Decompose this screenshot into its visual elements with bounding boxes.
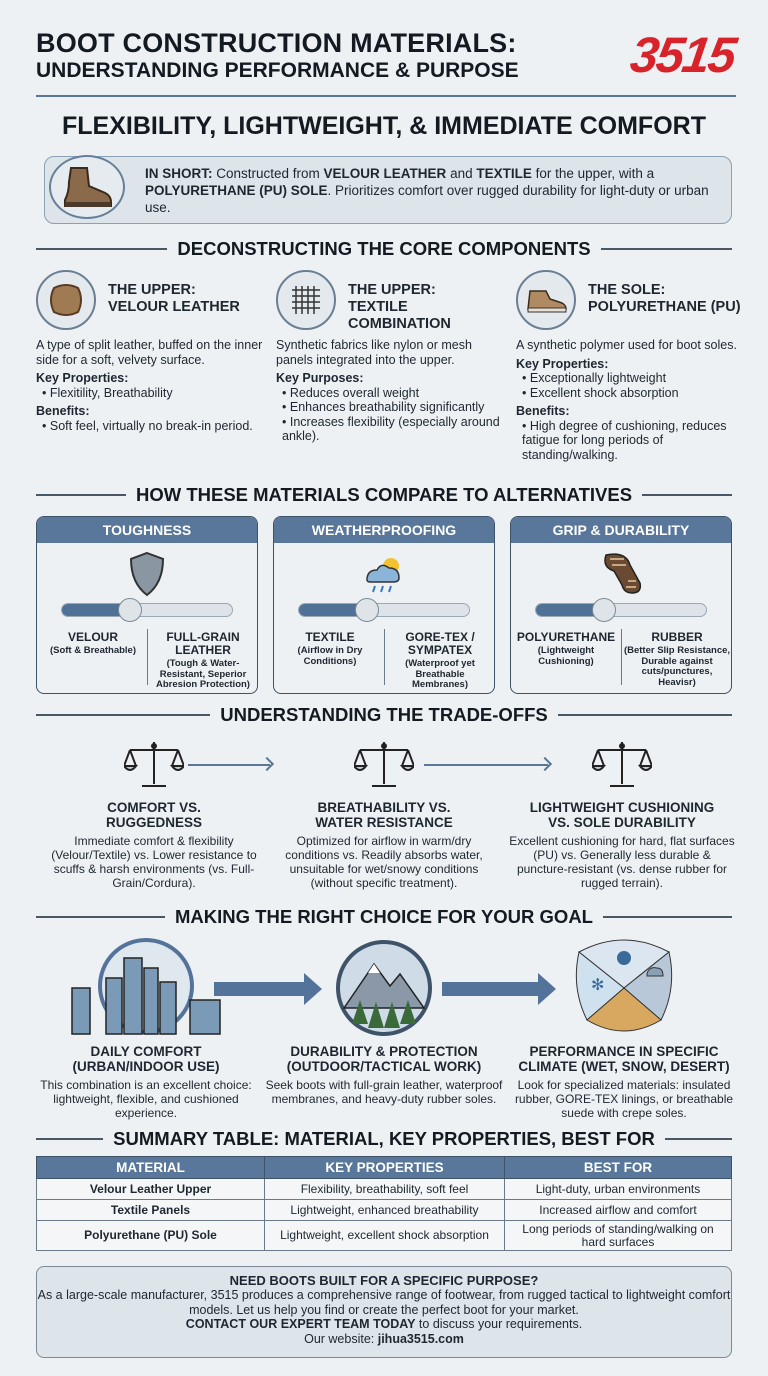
goal-title: PERFORMANCE IN SPECIFIC CLIMATE (WET, SNOW, DESERT) bbox=[518, 1044, 730, 1074]
tradeoff-desc: Immediate comfort & flexibility (Velour/Textile) vs. Lower resistance to scuffs & harsh environments (vs. Full-Grain/Cordura). bbox=[51, 834, 257, 890]
divider bbox=[36, 95, 736, 97]
tradeoff-desc: Optimized for airflow in warm/dry conditions vs. Readily absorbs water, unsuitable for wet/snowy conditions (without specific treatment). bbox=[285, 834, 483, 890]
header-title: BOOT CONSTRUCTION MATERIALS: bbox=[36, 28, 517, 58]
column-header: MATERIAL bbox=[37, 1157, 265, 1179]
in-short-box bbox=[44, 156, 732, 224]
goal-title: DAILY COMFORT (URBAN/INDOOR USE) bbox=[72, 1044, 220, 1074]
header-subtitle: UNDERSTANDING PERFORMANCE & PURPOSE bbox=[36, 59, 519, 82]
goal-title: DURABILITY & PROTECTION (OUTDOOR/TACTICAL WORK) bbox=[286, 1044, 482, 1074]
cta-body: As a large-scale manufacturer, 3515 produces a comprehensive range of footwear, from rugged tactical to lightweight comfort models. Let us help you find or create the perfect boot for your market. bbox=[37, 1288, 731, 1317]
list-item: • Flexitility, Breathability bbox=[42, 386, 272, 401]
header bbox=[36, 28, 596, 84]
cta-contact: CONTACT OUR EXPERT TEAM TODAY to discuss your requirements. bbox=[185, 1317, 583, 1331]
tradeoff-desc: Excellent cushioning for hard, flat surfaces (PU) vs. Generally less durable & puncture-resistant (vs. dense rubber for rugged terrain). bbox=[509, 834, 735, 890]
cta-title: NEED BOOTS BUILT FOR A SPECIFIC PURPOSE? bbox=[229, 1273, 539, 1288]
goal-durability bbox=[264, 938, 504, 1106]
list-item: • Reduces overall weight bbox=[282, 386, 512, 401]
component-title: THE UPPER: TEXTILE COMBINATION bbox=[348, 282, 451, 332]
section-tradeoffs bbox=[36, 704, 732, 726]
column-header: BEST FOR bbox=[505, 1157, 732, 1179]
card-caption: GRIP & DURABILITY bbox=[511, 517, 731, 543]
comparison-slider bbox=[535, 603, 707, 617]
list-item: • Excellent shock absorption bbox=[522, 386, 752, 401]
section-summary bbox=[36, 1128, 732, 1150]
boot-icon bbox=[49, 155, 125, 219]
section-tradeoffs-title: UNDERSTANDING THE TRADE-OFFS bbox=[220, 704, 548, 725]
goal-desc: Seek boots with full-grain leather, waterproof membranes, and heavy-duty rubber soles. bbox=[265, 1078, 503, 1106]
tradeoff-cushioning bbox=[508, 736, 736, 890]
goal-desc: This combination is an excellent choice: lightweight, flexible, and cushioned experience. bbox=[40, 1078, 252, 1120]
leather-icon bbox=[36, 270, 96, 330]
table-row: Velour Leather Upper Flexibility, breathability, soft feel Light-duty, urban environments bbox=[37, 1179, 732, 1200]
compare-card-grip bbox=[510, 516, 732, 694]
right-label: FULL-GRAIN LEATHER (Tough & Water-Resistant, Seperior Abresion Protection) bbox=[156, 630, 250, 690]
card-caption: WEATHERPROOFING bbox=[274, 517, 494, 543]
list-item: • Enhances breathability significantly bbox=[282, 400, 512, 415]
shield-icon bbox=[37, 543, 257, 605]
right-label: GORE-TEX / SYMPATEX (Waterproof yet Breathable Membranes) bbox=[405, 630, 475, 690]
right-label: RUBBER (Better Slip Resistance, Durable against cuts/punctures, Heavisr) bbox=[623, 630, 731, 688]
section-choice bbox=[36, 906, 732, 928]
tradeoff-title: BREATHABILITY VS. WATER RESISTANCE bbox=[315, 800, 453, 830]
list-item: • Increases flexibility (especially around ankle). bbox=[282, 415, 512, 444]
component-title: THE SOLE: POLYURETHANE (PU) bbox=[588, 282, 741, 315]
summary-table bbox=[36, 1156, 732, 1251]
compare-card-toughness bbox=[36, 516, 258, 694]
section-compare bbox=[36, 484, 732, 506]
left-label: VELOUR (Soft & Breathable) bbox=[49, 630, 137, 656]
tradeoff-comfort bbox=[40, 736, 268, 890]
component-heading: Benefits: bbox=[36, 404, 90, 418]
component-heading: Key Purposes: bbox=[276, 371, 364, 385]
climate-icon bbox=[504, 938, 744, 1038]
card-caption: TOUGHNESS bbox=[37, 517, 257, 543]
mesh-icon bbox=[276, 270, 336, 330]
shoe-icon bbox=[516, 270, 576, 330]
cta-website: Our website: jihua3515.com bbox=[304, 1331, 464, 1346]
component-desc: A synthetic polymer used for boot soles. bbox=[516, 338, 737, 352]
comparison-slider bbox=[298, 603, 470, 617]
list-item: • Soft feel, virtually no break-in period. bbox=[42, 419, 272, 434]
weather-icon bbox=[274, 543, 494, 605]
table-row: Textile Panels Lightweight, enhanced breathability Increased airflow and comfort bbox=[37, 1200, 732, 1221]
left-label: POLYURETHANE (Lightweight Cushioning) bbox=[516, 630, 616, 667]
compare-card-weatherproofing bbox=[273, 516, 495, 694]
list-item: • High degree of cushioning, reduces fatigue for long periods of standing/walking. bbox=[522, 419, 752, 463]
component-title: THE UPPER: VELOUR LEATHER bbox=[108, 282, 240, 315]
component-heading: Key Properties: bbox=[36, 371, 129, 385]
section-core bbox=[36, 238, 732, 260]
svg-text:✻: ✻ bbox=[591, 977, 605, 994]
tradeoff-breathability bbox=[270, 736, 498, 890]
section-choice-title: MAKING THE RIGHT CHOICE FOR YOUR GOAL bbox=[175, 906, 593, 927]
component-desc: A type of split leather, buffed on the inner side for a soft, velvety surface. bbox=[36, 338, 263, 367]
scale-icon bbox=[508, 736, 736, 792]
goal-climate bbox=[504, 938, 744, 1120]
section-summary-title: SUMMARY TABLE: MATERIAL, KEY PROPERTIES, BEST FOR bbox=[113, 1128, 655, 1149]
list-item: • Exceptionally lightweight bbox=[522, 371, 752, 386]
website-link[interactable]: jihua3515.com bbox=[377, 1331, 464, 1346]
contact-box bbox=[36, 1266, 732, 1358]
brand-logo: 3515 bbox=[626, 27, 738, 83]
component-heading: Key Properties: bbox=[516, 356, 609, 371]
column-header: KEY PROPERTIES bbox=[265, 1157, 505, 1179]
component-heading: Benefits: bbox=[516, 404, 570, 418]
main-title: FLEXIBILITY, LIGHTWEIGHT, & IMMEDIATE COMFORT bbox=[62, 112, 706, 140]
sole-icon bbox=[511, 543, 731, 605]
comparison-slider bbox=[61, 603, 233, 617]
arrow-icon bbox=[188, 764, 270, 766]
section-core-title: DECONSTRUCTING THE CORE COMPONENTS bbox=[177, 238, 591, 259]
goal-desc: Look for specialized materials: insulated rubber, GORE-TEX linings, or breathable suede with crepe soles. bbox=[514, 1078, 734, 1120]
left-label: TEXTILE (Airflow in Dry Conditions) bbox=[297, 630, 363, 667]
component-desc: Synthetic fabrics like nylon or mesh panels integrated into the upper. bbox=[276, 338, 472, 367]
goal-daily-comfort bbox=[26, 938, 266, 1120]
tradeoff-title: LIGHTWEIGHT CUSHIONING VS. SOLE DURABILITY bbox=[529, 800, 715, 830]
in-short-text: IN SHORT: Constructed from VELOUR LEATHER and TEXTILE for the upper, with a POLYURETHANE (PU) SOLE. Prioritizes comfort over rugged durability for light-duty or urban use. bbox=[145, 166, 709, 215]
tradeoff-title: COMFORT VS. RUGGEDNESS bbox=[105, 800, 203, 830]
section-compare-title: HOW THESE MATERIALS COMPARE TO ALTERNATIVES bbox=[135, 484, 633, 505]
table-row: Polyurethane (PU) Sole Lightweight, excellent shock absorption Long periods of standing/walking on hard surfaces bbox=[37, 1221, 732, 1251]
